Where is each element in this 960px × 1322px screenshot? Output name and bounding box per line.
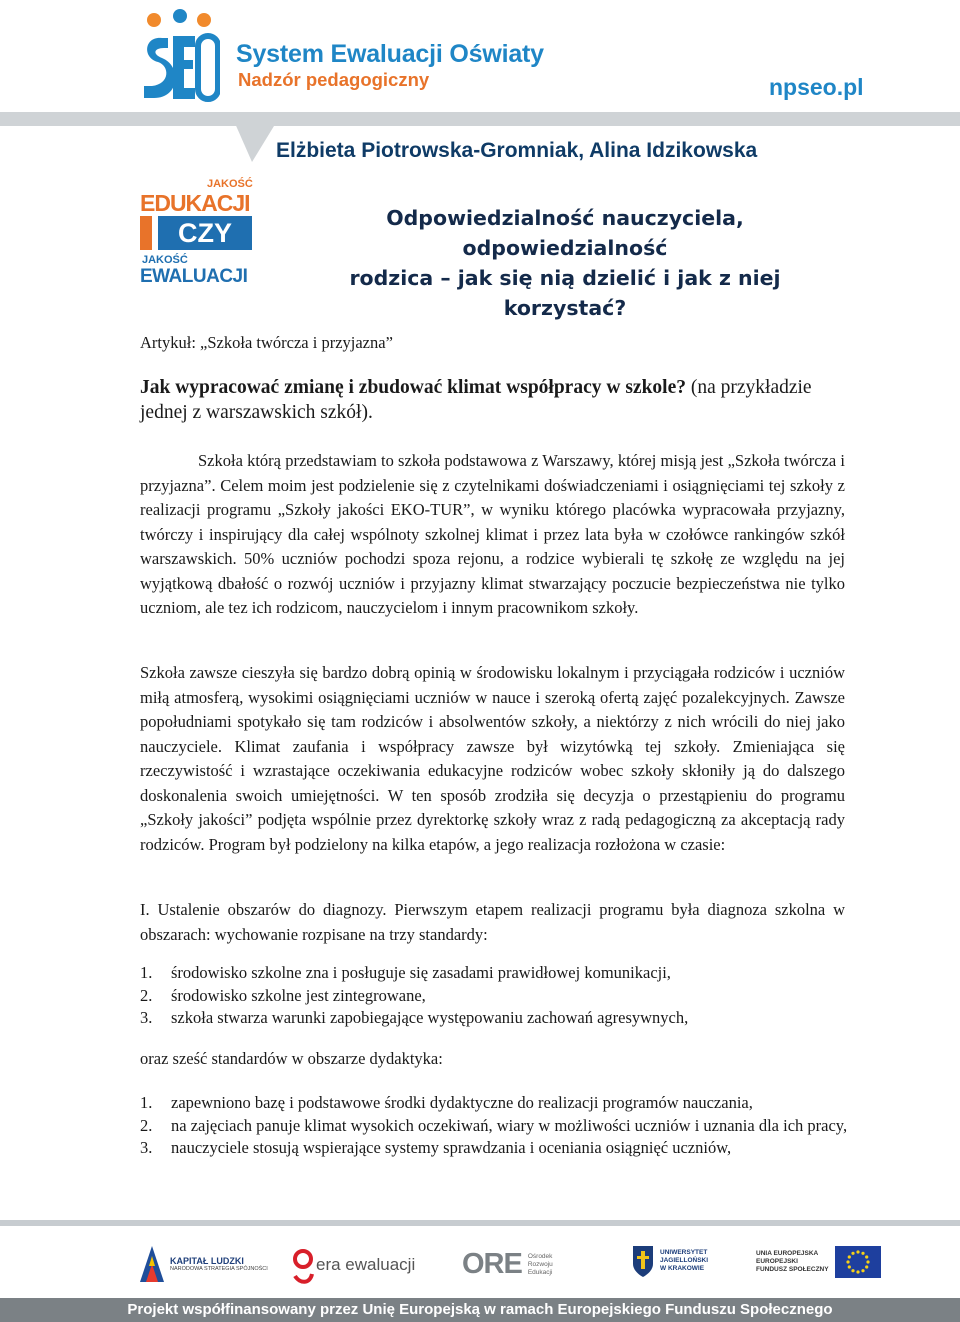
footer-funding-note: Projekt współfinansowany przez Unię Europejską w ramach Europejskiego Funduszu Społecznego (127, 1301, 833, 1318)
ore-logo (462, 1248, 553, 1281)
eu-logo (756, 1246, 881, 1278)
section-heading (140, 375, 850, 425)
era-text: era ewaluacji (316, 1255, 416, 1274)
section-heading-rest: (na przykładzie jednej z warszawskich szkół). (140, 377, 812, 423)
footer-divider (0, 1220, 960, 1226)
list-item: 1. zapewniono bazę i podstawowe środki dydaktyczne do realizacji programów nauczania, (140, 1093, 753, 1112)
logo-figure-head-3 (197, 13, 211, 27)
kl-line-1: KAPITAŁ LUDZKI (170, 1256, 244, 1266)
jakosc-edukacji-logo (140, 178, 252, 292)
kapital-ludzki-icon (140, 1246, 164, 1282)
logo-figure-head-2 (173, 9, 187, 23)
uj-line-1: UNIWERSYTET (660, 1249, 708, 1256)
ue-line-2: EUROPEJSKI (756, 1258, 798, 1265)
era-icon (292, 1246, 314, 1284)
ore-sub-3: Edukacji (527, 1268, 553, 1276)
list-item: 1. środowisko szkolne zna i posługuje się zasadami prawidłowej komunikacji, (140, 963, 671, 982)
uj-logo (632, 1244, 708, 1278)
article-label: Artykuł: „Szkoła twórcza i przyjazna” (140, 333, 393, 352)
paragraph-2: Szkoła zawsze cieszyła się bardzo dobrą opinią w środowisku lokalnym i przyciągała rodziców i uczniów miłą atmosferą, wysokimi osiągnięciami uczniów w nauce i szeroką ofertą zajęć pozalekcyjnych. Zawsze popołudniami spotykało się tam rodziców i absolwentów szkoły, a niektórzy z nich wrócili do niej jako nauczyciele. Klimat zaufania i współpracy zawsze był wizytówką tej szkoły. Zmieniająca się rzeczywistość i wzrastające oczekiwania edukacyjne rodziców wobec szkoły skłoniły ją do dalszego doskonalenia swoich umiejętności. W ten sposób zrodziła się decyzja o przestąpieniu do programu „Szkoły jakości” podjęta wspólnie przez dyrektorkę szkoły wraz z radą pedagogiczną za akceptacją rady rodziców. Program był podzielony na kilka etapów, a jego realizacja rozłożona w czasie: (140, 663, 845, 854)
logo-figure-head-1 (147, 13, 161, 27)
header-divider-wedge (230, 112, 280, 162)
eu-flag-icon (835, 1246, 881, 1278)
paragraph-3: I. Ustalenie obszarów do diagnozy. Pierwszym etapem realizacji programu była diagnoza szkolna w obszarach: wychowanie rozpisane na trzy standardy: (140, 900, 845, 944)
header-divider (0, 112, 960, 126)
ue-line-1: UNIA EUROPEJSKA (756, 1250, 819, 1257)
logo-line-5: EWALUACJI (140, 266, 248, 287)
uj-line-3: W KRAKOWIE (660, 1265, 705, 1272)
document-title (285, 203, 845, 323)
list-item: 3. szkoła stwarza warunki zapobiegające występowaniu zachowań agresywnych, (140, 1008, 689, 1027)
paragraph-1 (140, 449, 845, 621)
document-title-line-1: Odpowiedzialność nauczyciela, odpowiedzialność (386, 206, 744, 260)
ue-line-3: FUNDUSZ SPOŁECZNY (756, 1266, 829, 1273)
ore-text: ORE (462, 1248, 522, 1280)
list-item: 2. na zajęciach panuje klimat wysokich oczekiwań, wiary w możliwości uczniów i uznania dla ich pracy, (140, 1115, 848, 1135)
system-title: System Ewaluacji Oświaty (236, 40, 544, 68)
site-link[interactable]: npseo.pl (769, 74, 864, 100)
ore-sub-2: Rozwoju (527, 1260, 553, 1268)
logo-line-1: JAKOŚĆ (207, 178, 253, 190)
logo-line-4: JAKOŚĆ (142, 254, 188, 266)
logo-bar (140, 216, 152, 250)
era-ewaluacji-logo (292, 1246, 415, 1284)
paragraph-4: oraz sześć standardów w obszarze dydaktyka: (140, 1049, 443, 1068)
kapital-ludzki-logo (140, 1246, 268, 1282)
didactic-standards-list (140, 1092, 850, 1160)
uj-crest-icon (632, 1244, 654, 1278)
seo-logo (140, 6, 220, 106)
system-subtitle: Nadzór pedagogiczny (238, 69, 430, 90)
ore-sub-1: Ośrodek (527, 1252, 553, 1260)
logo-line-3: CZY (158, 216, 252, 250)
kl-line-2: NARODOWA STRATEGIA SPÓJNOŚCI (170, 1266, 268, 1272)
logo-line-2: EDUKACJI (140, 190, 250, 216)
list-item: 2. środowisko szkolne jest zintegrowane, (140, 985, 426, 1005)
section-heading-bold: Jak wypracować zmianę i zbudować klimat współpracy w szkole? (140, 377, 686, 398)
upbringing-standards-list (140, 962, 850, 1030)
paragraph-1-text: Szkoła którą przedstawiam to szkoła podstawowa z Warszawy, której misją jest „Szkoła twórcza i przyjazna”. Celem moim jest podzielenie się z czytelnikami doświadczeniami i osiągnięciami tej szkoły z realizacji programu „Szkoły jakości EKO-TUR”, w wyniku którego placówka wypracowała przyjazny, twórczy i inspirujący dla całej wspólnoty szkolnej klimat i przez lata była w czołówce rankingów szkół warszawskich. 50% uczniów pochodzi spoza rejonu, a rodzice wybierali tę szkołę ze względu na jej wyjątkową dbałość o rozwój uczniów i przyjazny klimat stwarzający poczucie bezpieczeństwa nie tylko uczniom, ale tez ich rodzicom, nauczycielom i innym pracownikom szkoły. (140, 451, 845, 617)
document-title-line-2: rodzica – jak się nią dzielić i jak z niej korzystać? (349, 266, 781, 320)
uj-line-2: JAGIELLOŃSKI (660, 1257, 709, 1264)
list-item: 3. nauczyciele stosują wspierające systemy sprawdzania i oceniania osiągnięć uczniów, (140, 1138, 732, 1157)
authors: Elżbieta Piotrowska-Gromniak, Alina Idzikowska (276, 139, 758, 162)
